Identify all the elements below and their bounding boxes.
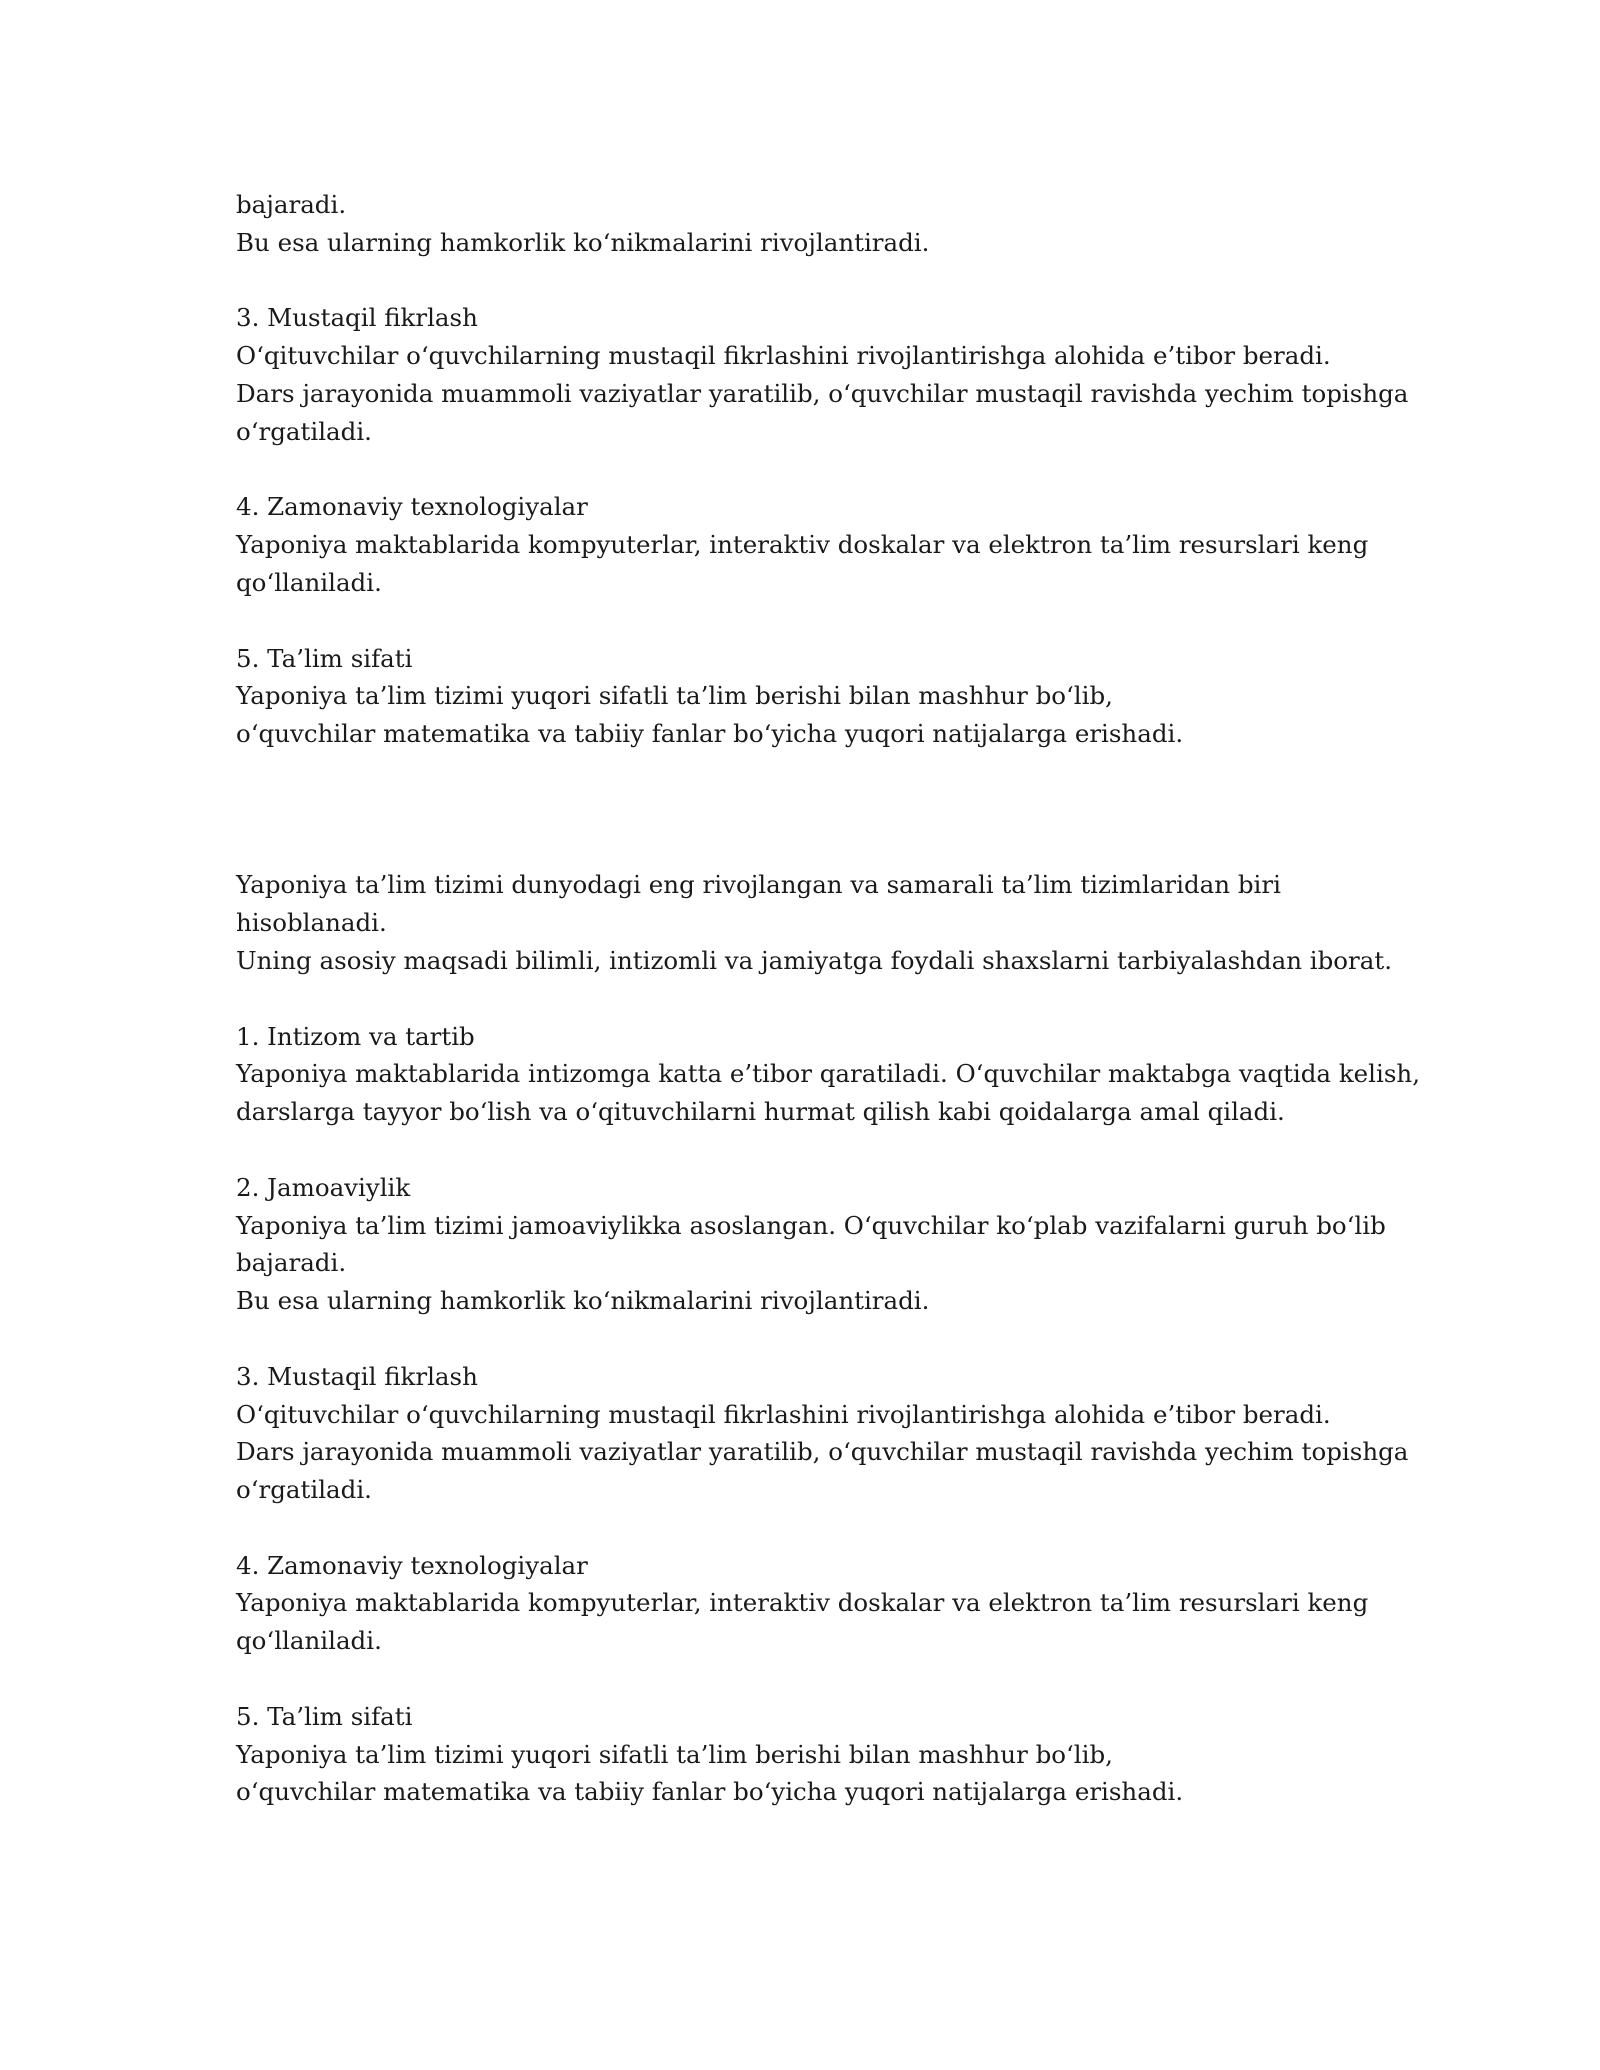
paragraph-gap bbox=[236, 451, 1416, 489]
paragraph-line: O‘qituvchilar o‘quvchilarning mustaqil fikrlashini rivojlantirishga alohida e’tibor beradi. bbox=[236, 1399, 1331, 1429]
intro-line: Uning asosiy maqsadi bilimli, intizomli va jamiyatga foydali shaxslarni tarbiyalashdan iborat. bbox=[236, 945, 1392, 975]
paragraph-line: Dars jarayonida muammoli vaziyatlar yaratilib, o‘quvchilar mustaqil ravishda yechim topishga bbox=[236, 1437, 1409, 1467]
paragraph-line: Yaponiya maktablarida kompyuterlar, interaktiv doskalar va elektron ta’lim resurslari keng bbox=[236, 1588, 1369, 1618]
section-heading: 5. Ta’lim sifati bbox=[236, 643, 413, 673]
intro-line: Yaponiya ta’lim tizimi dunyodagi eng rivojlangan va samarali ta’lim tizimlaridan biri bbox=[236, 870, 1281, 900]
paragraph-line: o‘rgatiladi. bbox=[236, 416, 372, 446]
paragraph-line: Yaponiya ta’lim tizimi yuqori sifatli ta’lim berishi bilan mashhur bo‘lib, bbox=[236, 1739, 1113, 1769]
paragraph-gap bbox=[236, 1660, 1416, 1698]
paragraph-line: darslarga tayyor bo‘lish va o‘qituvchilarni hurmat qilish kabi qoidalarga amal qiladi. bbox=[236, 1097, 1285, 1127]
paragraph-line: bajaradi. bbox=[236, 1248, 347, 1278]
paragraph-gap bbox=[236, 1131, 1416, 1169]
section-heading: 5. Ta’lim sifati bbox=[236, 1701, 413, 1731]
paragraph-line: o‘quvchilar matematika va tabiiy fanlar bo‘yicha yuqori natijalarga erishadi. bbox=[236, 1777, 1184, 1807]
paragraph-line: Yaponiya maktablarida intizomga katta e’tibor qaratiladi. O‘quvchilar maktabga vaqtida kelish, bbox=[236, 1059, 1420, 1089]
paragraph-line: o‘quvchilar matematika va tabiiy fanlar bo‘yicha yuqori natijalarga erishadi. bbox=[236, 719, 1184, 749]
section-heading: 1. Intizom va tartib bbox=[236, 1021, 475, 1051]
paragraph-gap bbox=[236, 1509, 1416, 1547]
paragraph-line: Yaponiya maktablarida kompyuterlar, interaktiv doskalar va elektron ta’lim resurslari keng bbox=[236, 530, 1369, 560]
paragraph-gap bbox=[236, 602, 1416, 640]
paragraph-line: o‘rgatiladi. bbox=[236, 1475, 372, 1505]
section-heading: 4. Zamonaviy texnologiyalar bbox=[236, 492, 588, 522]
section-heading: 3. Mustaqil fikrlash bbox=[236, 303, 478, 333]
section-heading: 3. Mustaqil fikrlash bbox=[236, 1361, 478, 1391]
paragraph-line: Yaponiya ta’lim tizimi jamoaviylikka asoslangan. O‘quvchilar ko‘plab vazifalarni guruh bo‘lib bbox=[236, 1210, 1386, 1240]
section-break bbox=[236, 753, 1416, 866]
paragraph-line: Yaponiya ta’lim tizimi yuqori sifatli ta’lim berishi bilan mashhur bo‘lib, bbox=[236, 681, 1113, 711]
paragraph-line: qo‘llaniladi. bbox=[236, 567, 382, 597]
paragraph-line: O‘qituvchilar o‘quvchilarning mustaqil fikrlashini rivojlantirishga alohida e’tibor beradi. bbox=[236, 341, 1331, 371]
section-heading: 4. Zamonaviy texnologiyalar bbox=[236, 1550, 588, 1580]
intro-line: hisoblanadi. bbox=[236, 908, 387, 938]
paragraph-line: Bu esa ularning hamkorlik ko‘nikmalarini rivojlantiradi. bbox=[236, 1286, 930, 1316]
paragraph-line: Bu esa ularning hamkorlik ko‘nikmalarini rivojlantiradi. bbox=[236, 227, 930, 257]
paragraph-line: qo‘llaniladi. bbox=[236, 1626, 382, 1656]
paragraph-line: bajaradi. bbox=[236, 190, 347, 219]
paragraph-gap bbox=[236, 1320, 1416, 1358]
document-body bbox=[236, 186, 1420, 1811]
paragraph-gap bbox=[236, 980, 1416, 1018]
section-heading: 2. Jamoaviylik bbox=[236, 1172, 411, 1202]
paragraph-gap bbox=[236, 262, 1416, 300]
paragraph-line: Dars jarayonida muammoli vaziyatlar yaratilib, o‘quvchilar mustaqil ravishda yechim topishga bbox=[236, 378, 1409, 408]
